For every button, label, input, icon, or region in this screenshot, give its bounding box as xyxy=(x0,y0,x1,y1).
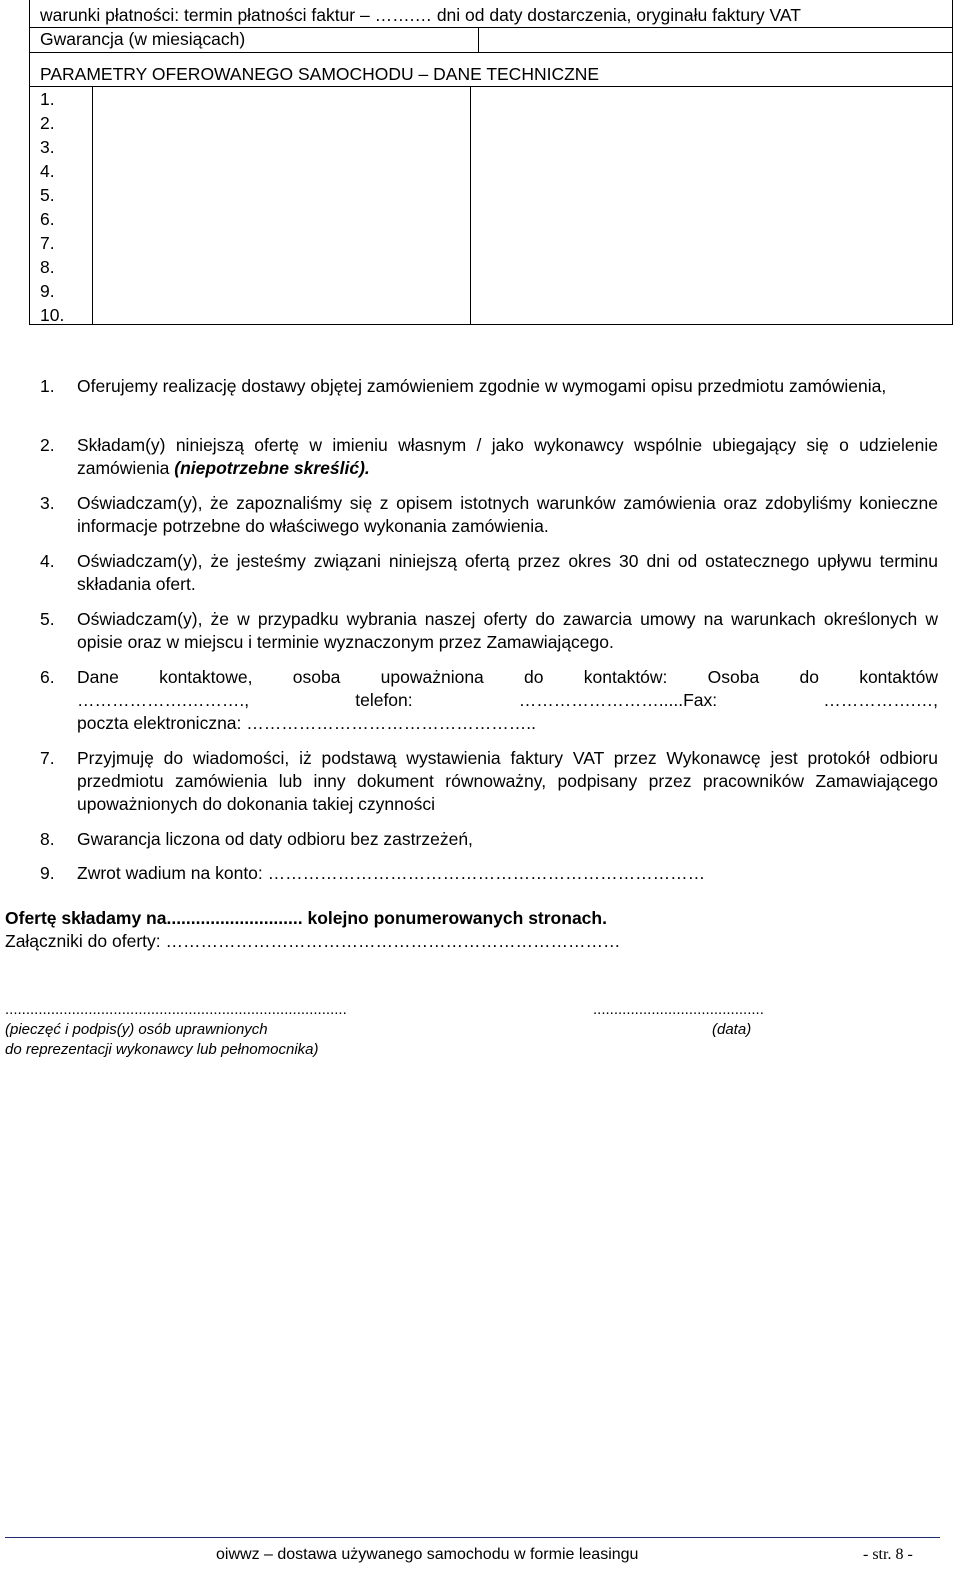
signature-caption: (pieczęć i podpis(y) osób uprawnionych xyxy=(5,1021,268,1038)
declaration-4 xyxy=(40,550,938,596)
item-number: 9. xyxy=(40,863,55,883)
declaration-6 xyxy=(40,666,938,735)
declaration-8 xyxy=(40,828,938,851)
item-number: 6. xyxy=(40,667,55,687)
contact-email-line: poczta elektroniczna: ………………………………………….. xyxy=(77,713,536,733)
table-row: 10. xyxy=(40,305,65,325)
item-text: Oferujemy realizację dostawy objętej zamówieniem zgodnie w wymogami opisu przedmiotu zamówienia, xyxy=(77,376,887,396)
table-rule xyxy=(29,52,953,53)
item-text: Oświadczam(y), że w przypadku wybrania naszej oferty do zawarcia umowy na warunkach określonych w opisie oraz w miejscu i terminie wyznaczonym przez Zamawiającego. xyxy=(77,609,938,652)
page-number: - str. 8 - xyxy=(863,1546,913,1563)
item-number: 1. xyxy=(40,376,55,396)
item-text xyxy=(77,434,938,480)
signature-dots: .................................................................................. xyxy=(5,1001,347,1018)
table-row: 7. xyxy=(40,233,55,253)
item-text: Oświadczam(y), że zapoznaliśmy się z opisem istotnych warunków zamówienia oraz zdobyliśmy konieczne informacje potrzebne do właściwego wykonania zamówienia. xyxy=(77,493,938,536)
item-emphasis: (niepotrzebne skreślić). xyxy=(174,458,370,478)
table-rule xyxy=(29,86,953,87)
payment-terms: warunki płatności: termin płatności faktur – …….… dni od daty dostarczenia, oryginału faktury VAT xyxy=(40,5,801,25)
footer-rule xyxy=(5,1537,940,1538)
attachments-line: Załączniki do oferty: …………………………………………………………………… xyxy=(5,931,621,951)
table-row: 3. xyxy=(40,137,55,157)
signature-caption-2: do reprezentacji wykonawcy lub pełnomocnika) xyxy=(5,1041,319,1058)
item-text: Gwarancja liczona od daty odbioru bez zastrzeżeń, xyxy=(77,829,473,849)
table-row: 6. xyxy=(40,209,55,229)
item-text: Oświadczam(y), że jesteśmy związani niniejszą ofertą przez okres 30 dni od ostatecznego upływu terminu składania ofert. xyxy=(77,551,938,594)
contact-line: Dane kontaktowe, osoba upoważniona do kontaktów: Osoba do kontaktów xyxy=(77,667,938,687)
declaration-3 xyxy=(40,492,938,538)
contact-phone-fax-line: ……………….………., telefon: …………………….....Fax: …………….…, xyxy=(77,690,938,710)
table-row: 9. xyxy=(40,281,55,301)
declaration-1 xyxy=(40,375,938,398)
declaration-7 xyxy=(40,747,938,816)
date-caption: (data) xyxy=(712,1021,752,1038)
item-text-main: Składam(y) niniejszą ofertę w imieniu własnym / jako wykonawcy wspólnie ubiegający się o udzielenie zamówienia xyxy=(77,435,938,478)
offer-pages-line: Ofertę składamy na............................ kolejno ponumerowanych stronach. xyxy=(5,908,607,928)
warranty-label: Gwarancja (w miesiącach) xyxy=(40,29,246,49)
table-row: 1. xyxy=(40,89,55,109)
declaration-9 xyxy=(40,862,938,885)
table-row: 8. xyxy=(40,257,55,277)
item-number: 5. xyxy=(40,609,55,629)
table-row: 4. xyxy=(40,161,55,181)
params-heading: PARAMETRY OFEROWANEGO SAMOCHODU – DANE TECHNICZNE xyxy=(40,64,600,84)
item-number: 4. xyxy=(40,551,55,571)
date-dots: ......................................... xyxy=(593,1001,764,1018)
table-row: 2. xyxy=(40,113,55,133)
item-number: 8. xyxy=(40,829,55,849)
table-divider xyxy=(478,27,479,52)
declaration-2 xyxy=(40,434,938,480)
item-number: 2. xyxy=(40,435,55,455)
table-row: 5. xyxy=(40,185,55,205)
table-divider xyxy=(92,86,93,325)
item-number: 7. xyxy=(40,748,55,768)
footer-title: oiwwz – dostawa używanego samochodu w formie leasingu xyxy=(216,1546,639,1563)
declaration-5 xyxy=(40,608,938,654)
table-rule xyxy=(29,27,953,28)
item-text: Przyjmuję do wiadomości, iż podstawą wystawienia faktury VAT przez Wykonawcę jest protokół odbioru przedmiotu zamówienia lub inny dokument równoważny, podpisany przez pracowników Zamawiającego upoważnionych do dokonania takiej czynności xyxy=(77,748,938,814)
table-divider xyxy=(470,86,471,325)
item-text: Zwrot wadium na konto: ………………………………………………………………… xyxy=(77,863,706,883)
item-number: 3. xyxy=(40,493,55,513)
